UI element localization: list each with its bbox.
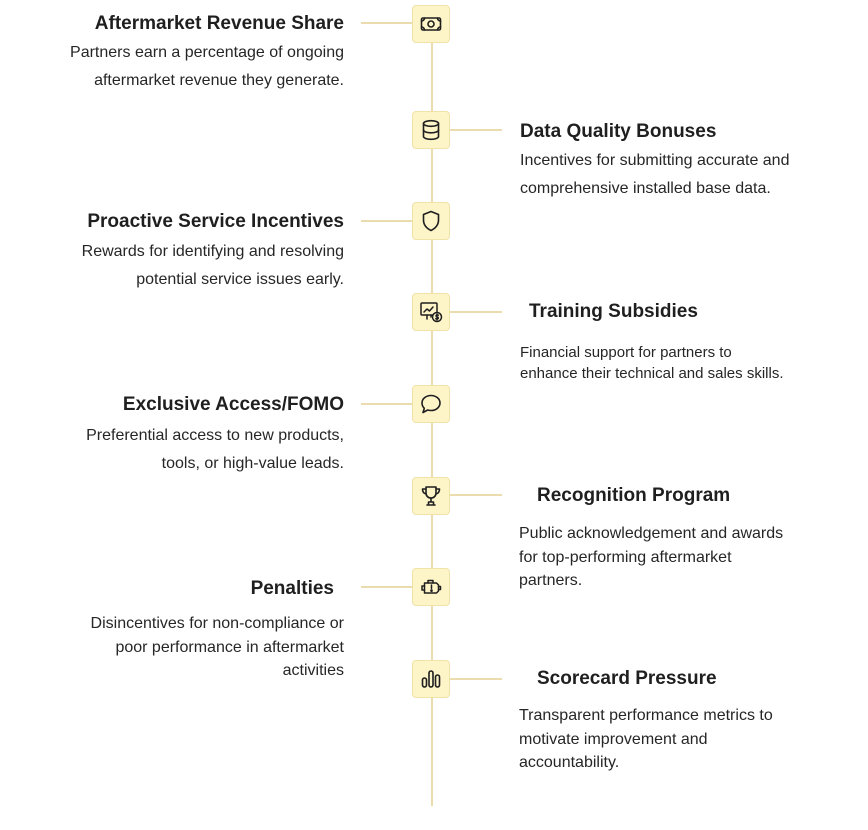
item-description: [70, 39, 344, 94]
item-description: [82, 238, 344, 293]
item-description: [91, 612, 344, 683]
description-line: poor performance in aftermarket: [115, 638, 344, 656]
description-line: enhance their technical and sales skills.: [520, 365, 784, 382]
connector-line: [450, 311, 502, 313]
item-description: [519, 704, 773, 775]
connector-line: [361, 220, 413, 222]
timeline-node: [412, 385, 450, 423]
shield-icon: [419, 209, 443, 233]
description-line: Public acknowledgement and awards: [519, 525, 784, 542]
timeline-node: [412, 202, 450, 240]
description-line: for top-performing aftermarket: [519, 548, 732, 566]
description-line: Preferential access to new products,: [86, 427, 344, 444]
description-line: activities: [282, 662, 344, 679]
connector-line: [361, 22, 413, 24]
timeline-node: [412, 477, 450, 515]
connector-line: [450, 494, 502, 496]
connector-line: [450, 129, 502, 131]
item-title: Penalties: [250, 578, 334, 599]
description-line: tools, or high-value leads.: [161, 454, 344, 472]
description-line: Transparent performance metrics to: [519, 707, 773, 724]
connector-line: [361, 403, 413, 405]
description-line: motivate improvement and: [519, 730, 708, 748]
presentation-dollar-icon: [419, 300, 443, 324]
description-line: aftermarket revenue they generate.: [94, 71, 344, 89]
description-line: partners.: [519, 572, 583, 589]
item-description: [520, 147, 789, 202]
item-title: Scorecard Pressure: [537, 668, 717, 689]
timeline-node: [412, 568, 450, 606]
item-description: [86, 422, 344, 477]
item-title: Aftermarket Revenue Share: [94, 13, 344, 34]
timeline-node: [412, 5, 450, 43]
description-line: Partners earn a percentage of ongoing: [70, 44, 344, 61]
engine-warning-icon: [419, 575, 443, 599]
money-icon: [419, 12, 443, 36]
item-title: Recognition Program: [537, 485, 731, 506]
description-line: Disincentives for non-compliance or: [90, 615, 344, 632]
description-line: Financial support for partners to: [520, 344, 732, 361]
item-title: Exclusive Access/FOMO: [122, 394, 344, 415]
database-icon: [419, 118, 443, 142]
connector-line: [450, 678, 502, 680]
item-title: Data Quality Bonuses: [520, 121, 717, 142]
timeline-node: [412, 660, 450, 698]
item-description: [519, 522, 783, 593]
description-line: Incentives for submitting accurate and: [520, 152, 790, 169]
item-description: [520, 342, 783, 384]
timeline-node: [412, 293, 450, 331]
item-title: Training Subsidies: [529, 301, 698, 322]
item-title: Proactive Service Incentives: [87, 211, 344, 232]
timeline-node: [412, 111, 450, 149]
description-line: Rewards for identifying and resolving: [81, 243, 344, 260]
bar-chart-icon: [419, 667, 443, 691]
description-line: accountability.: [519, 754, 620, 771]
description-line: comprehensive installed base data.: [520, 179, 771, 197]
chat-bubble-icon: [419, 392, 443, 416]
description-line: potential service issues early.: [136, 270, 344, 288]
trophy-icon: [419, 484, 443, 508]
connector-line: [361, 586, 413, 588]
